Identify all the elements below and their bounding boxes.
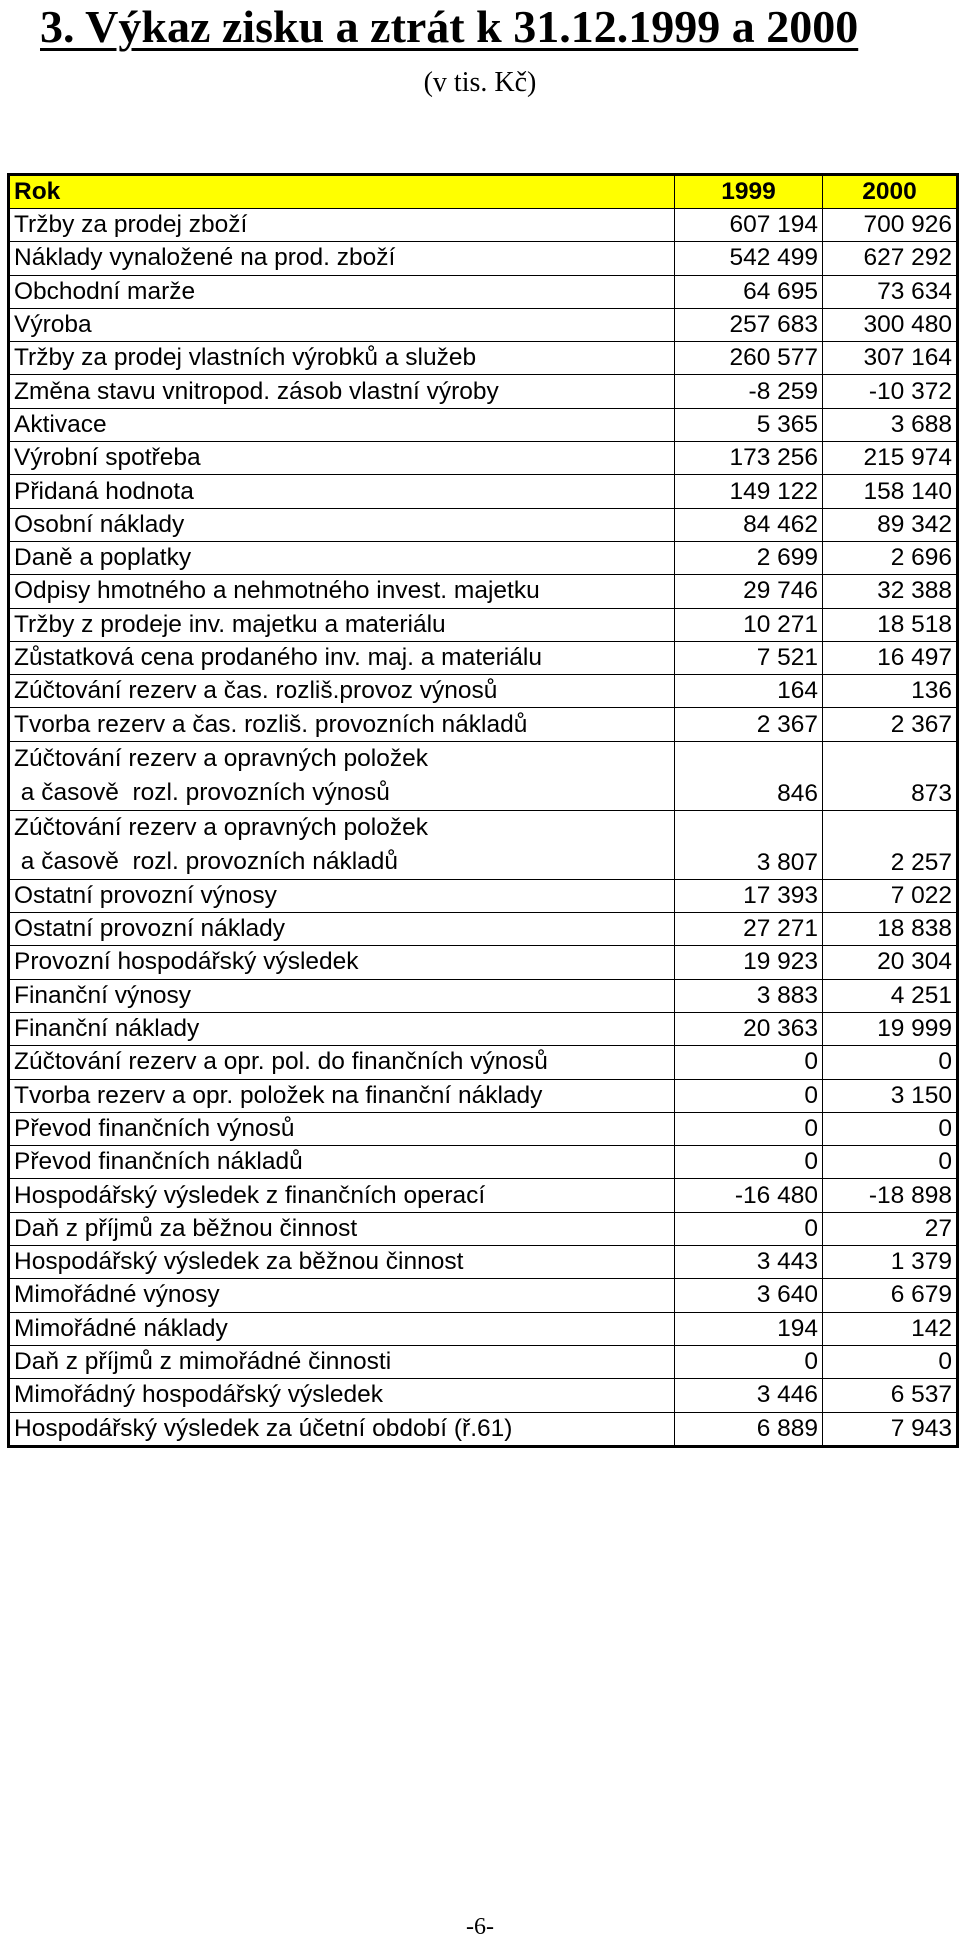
table-row [9,1412,958,1446]
row-label: Aktivace [9,408,675,441]
table-row [9,508,958,541]
value-1999: 3 446 [675,1379,823,1412]
value-2000: 2 696 [823,541,958,574]
value-1999: 2 367 [675,708,823,741]
value-1999: 27 271 [675,913,823,946]
row-label: Daň z příjmů za běžnou činnost [9,1212,675,1245]
table-row [9,1212,958,1245]
row-label [9,741,675,810]
table-row [9,541,958,574]
value-1999: 194 [675,1312,823,1345]
table-row [9,608,958,641]
value-1999: 607 194 [675,209,823,242]
value-1999: 19 923 [675,946,823,979]
table-row [9,979,958,1012]
row-label: Tvorba rezerv a čas. rozliš. provozních nákladů [9,708,675,741]
value-1999: 5 365 [675,408,823,441]
value-2000: 136 [823,675,958,708]
row-label: Finanční náklady [9,1012,675,1045]
value-2000: 1 379 [823,1246,958,1279]
row-label: Hospodářský výsledek za běžnou činnost [9,1246,675,1279]
value-1999: 29 746 [675,575,823,608]
value-2000: 3 688 [823,408,958,441]
value-1999: 846 [675,741,823,810]
value-1999: 3 640 [675,1279,823,1312]
table-row [9,1379,958,1412]
value-1999: 0 [675,1046,823,1079]
row-label-line-2: a časově rozl. provozních nákladů [14,847,399,875]
table-row [9,1079,958,1112]
table-row [9,1246,958,1279]
value-2000: 158 140 [823,475,958,508]
row-label: Provozní hospodářský výsledek [9,946,675,979]
value-1999: 0 [675,1212,823,1245]
table-row [9,913,958,946]
value-2000: 0 [823,1345,958,1378]
row-label: Ostatní provozní výnosy [9,879,675,912]
table-row [9,946,958,979]
row-label: Zúčtování rezerv a opr. pol. do finančních výnosů [9,1046,675,1079]
value-2000: 32 388 [823,575,958,608]
table-row [9,408,958,441]
value-1999: 0 [675,1079,823,1112]
value-2000: 7 943 [823,1412,958,1446]
table-row [9,1046,958,1079]
row-label: Hospodářský výsledek z finančních operací [9,1179,675,1212]
value-2000: 18 838 [823,913,958,946]
table-row [9,741,958,810]
row-label: Převod finančních nákladů [9,1146,675,1179]
value-2000: 627 292 [823,242,958,275]
value-2000: 16 497 [823,641,958,674]
row-label: Výrobní spotřeba [9,442,675,475]
row-label: Hospodářský výsledek za účetní období (ř.61) [9,1412,675,1446]
value-1999: 17 393 [675,879,823,912]
page-number: -6- [466,1914,494,1940]
table-row [9,1345,958,1378]
value-2000: 89 342 [823,508,958,541]
value-2000: 3 150 [823,1079,958,1112]
value-1999: 0 [675,1112,823,1145]
table-row [9,342,958,375]
row-label: Tržby za prodej zboží [9,209,675,242]
row-label: Náklady vynaložené na prod. zboží [9,242,675,275]
row-label: Přidaná hodnota [9,475,675,508]
value-1999: 260 577 [675,342,823,375]
value-2000: 2 367 [823,708,958,741]
row-label: Daň z příjmů z mimořádné činnosti [9,1345,675,1378]
row-label: Mimořádné náklady [9,1312,675,1345]
value-1999: 3 883 [675,979,823,1012]
table-row [9,575,958,608]
value-2000: 6 679 [823,1279,958,1312]
value-2000: 700 926 [823,209,958,242]
value-2000: 27 [823,1212,958,1245]
value-1999: 64 695 [675,275,823,308]
value-2000: 73 634 [823,275,958,308]
value-1999: 164 [675,675,823,708]
row-label-line-1: Zúčtování rezerv a opravných položek [14,744,428,772]
row-label: Ostatní provozní náklady [9,913,675,946]
row-label: Mimořádný hospodářský výsledek [9,1379,675,1412]
table-row [9,275,958,308]
value-1999: 0 [675,1146,823,1179]
table-row [9,442,958,475]
value-2000: 0 [823,1146,958,1179]
value-1999: 149 122 [675,475,823,508]
value-2000: 0 [823,1046,958,1079]
table-row [9,375,958,408]
table-row [9,1312,958,1345]
row-label [9,810,675,879]
row-label: Obchodní marže [9,275,675,308]
row-label: Tržby z prodeje inv. majetku a materiálu [9,608,675,641]
value-2000: 6 537 [823,1379,958,1412]
value-1999: -8 259 [675,375,823,408]
table-row [9,1179,958,1212]
value-2000: 2 257 [823,810,958,879]
value-1999: 173 256 [675,442,823,475]
table-row [9,475,958,508]
table-row [9,209,958,242]
row-label: Zůstatková cena prodaného inv. maj. a materiálu [9,641,675,674]
value-1999: 7 521 [675,641,823,674]
value-1999: 3 443 [675,1246,823,1279]
value-2000: -10 372 [823,375,958,408]
value-2000: 0 [823,1112,958,1145]
value-1999: 2 699 [675,541,823,574]
table-row [9,641,958,674]
table-header-row [9,175,958,209]
row-label: Mimořádné výnosy [9,1279,675,1312]
row-label: Tvorba rezerv a opr. položek na finanční náklady [9,1079,675,1112]
value-2000: 7 022 [823,879,958,912]
value-2000: 18 518 [823,608,958,641]
table-row [9,1012,958,1045]
row-label: Odpisy hmotného a nehmotného invest. majetku [9,575,675,608]
value-2000: 307 164 [823,342,958,375]
row-label: Zúčtování rezerv a čas. rozliš.provoz výnosů [9,675,675,708]
value-1999: 20 363 [675,1012,823,1045]
table-row [9,675,958,708]
value-1999: 0 [675,1345,823,1378]
income-statement-table [7,173,959,1448]
table-row [9,242,958,275]
row-label: Daně a poplatky [9,541,675,574]
value-1999: -16 480 [675,1179,823,1212]
table-row [9,1279,958,1312]
row-label: Převod finančních výnosů [9,1112,675,1145]
table-row [9,708,958,741]
value-2000: 19 999 [823,1012,958,1045]
value-2000: 4 251 [823,979,958,1012]
value-2000: 873 [823,741,958,810]
value-1999: 84 462 [675,508,823,541]
value-1999: 257 683 [675,308,823,341]
header-year-label: Rok [9,175,675,209]
header-year-1999: 1999 [675,175,823,209]
row-label-line-2: a časově rozl. provozních výnosů [14,778,390,806]
header-year-2000: 2000 [823,175,958,209]
row-label: Tržby za prodej vlastních výrobků a služeb [9,342,675,375]
row-label: Změna stavu vnitropod. zásob vlastní výroby [9,375,675,408]
row-label-line-1: Zúčtování rezerv a opravných položek [14,813,428,841]
value-2000: 215 974 [823,442,958,475]
value-1999: 6 889 [675,1412,823,1446]
value-1999: 3 807 [675,810,823,879]
units-subtitle: (v tis. Kč) [423,67,537,98]
value-2000: 300 480 [823,308,958,341]
value-2000: -18 898 [823,1179,958,1212]
table-row [9,1146,958,1179]
value-2000: 142 [823,1312,958,1345]
value-1999: 542 499 [675,242,823,275]
row-label: Finanční výnosy [9,979,675,1012]
report-title: 3. Výkaz zisku a ztrát k 31.12.1999 a 2000 [40,1,859,52]
row-label: Výroba [9,308,675,341]
table-row [9,810,958,879]
value-1999: 10 271 [675,608,823,641]
table-row [9,308,958,341]
row-label: Osobní náklady [9,508,675,541]
table-row [9,1112,958,1145]
value-2000: 20 304 [823,946,958,979]
table-row [9,879,958,912]
